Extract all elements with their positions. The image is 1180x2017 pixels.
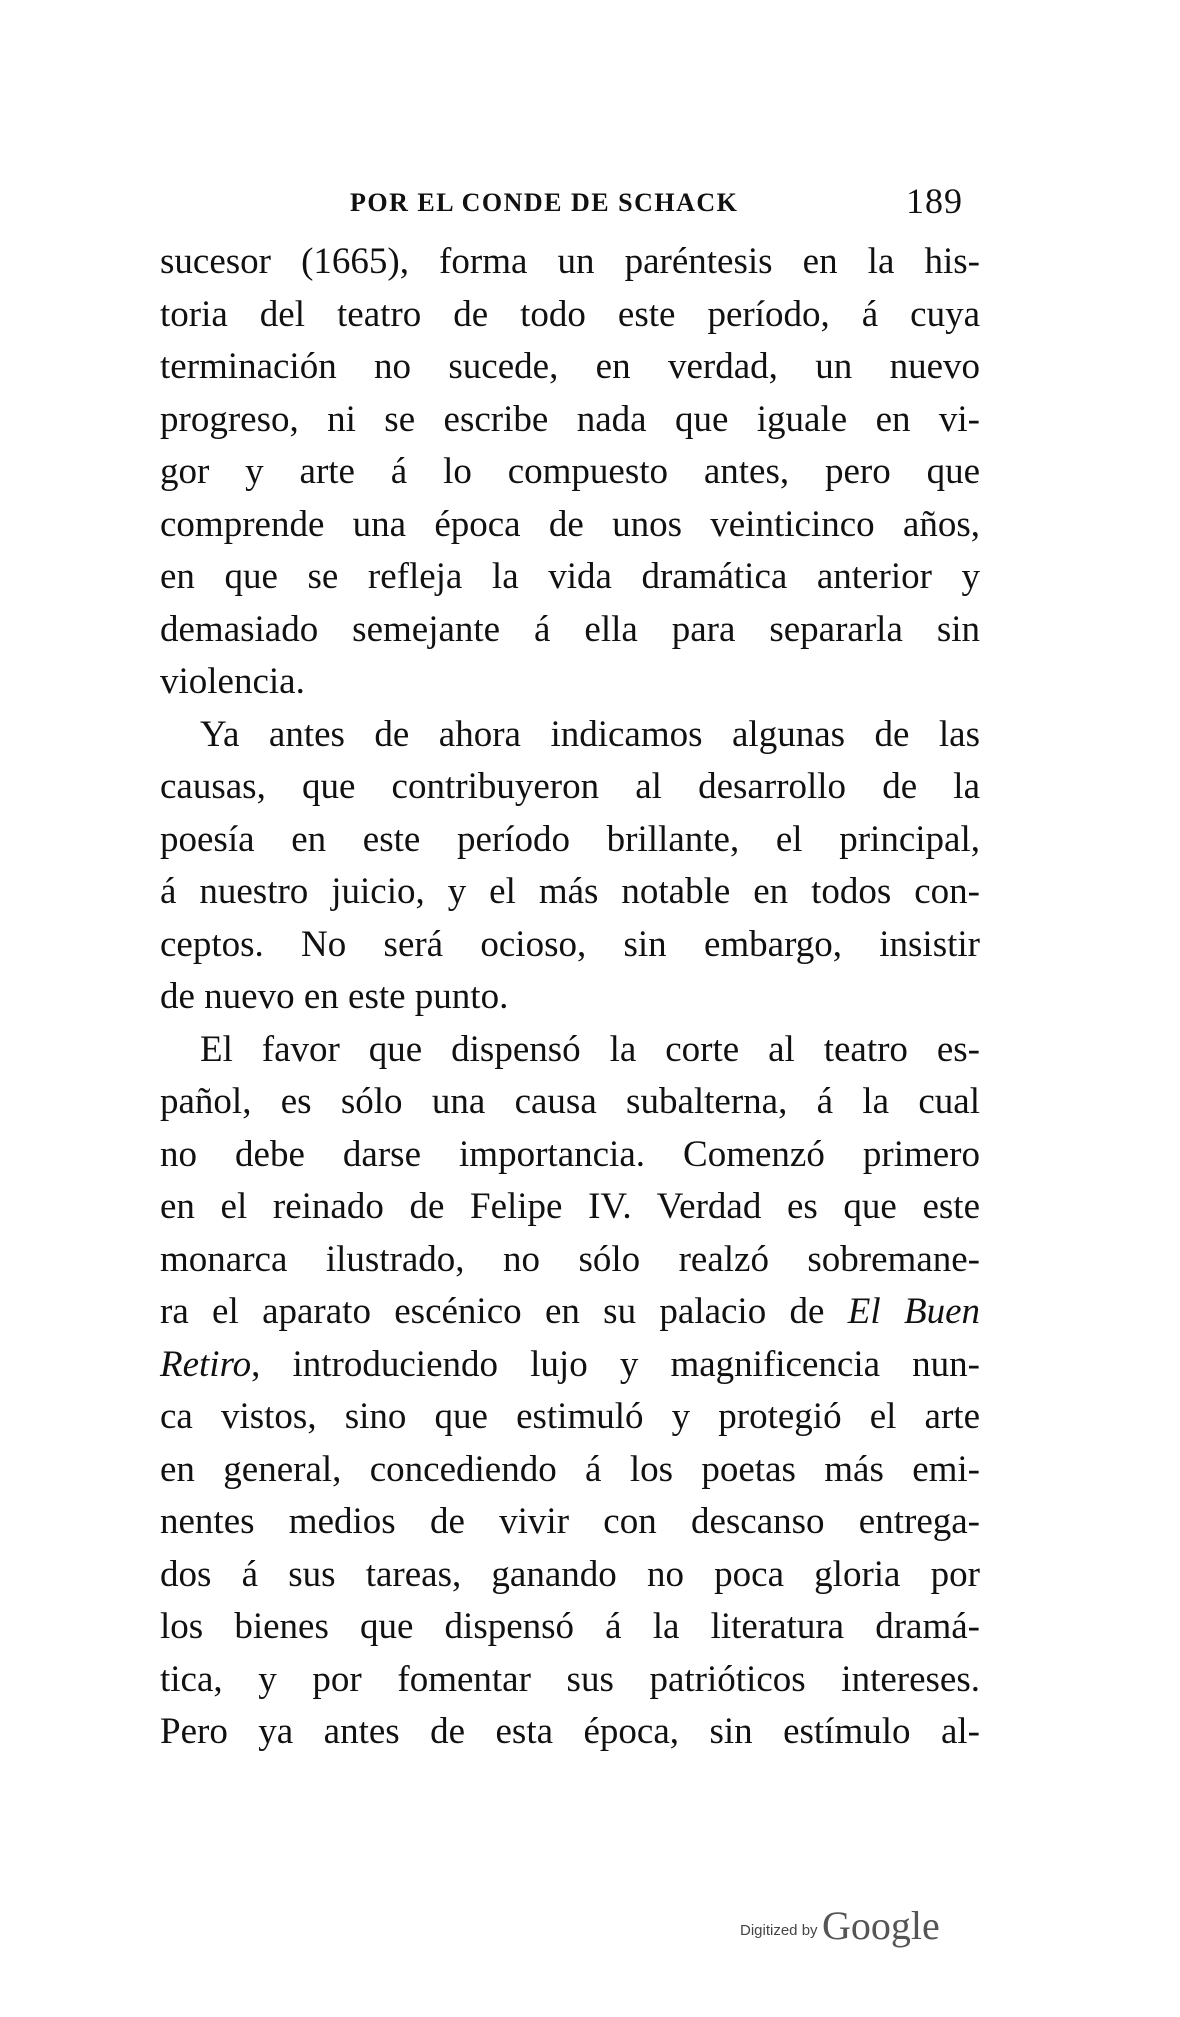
text-line: terminación no sucede, en verdad, un nuevo <box>160 346 980 387</box>
text-line: demasiado semejante á ella para separarla sin <box>160 608 980 650</box>
text-line: toria del teatro de todo este período, á cuya <box>160 293 980 335</box>
text-line: Ya antes de ahora indicamos algunas de las <box>200 713 980 755</box>
text-line: monarca ilustrado, no sólo realzó sobremane- <box>160 1238 980 1280</box>
text-line: ca vistos, sino que estimuló y protegió el arte <box>160 1396 980 1437</box>
text-line: gor y arte á lo compuesto antes, pero que <box>160 451 980 492</box>
text-line: ceptos. No será ocioso, sin embargo, insistir <box>160 923 980 965</box>
text-line: en el reinado de Felipe IV. Verdad es que este <box>160 1186 980 1227</box>
running-title: POR EL CONDE DE SCHACK <box>350 188 739 217</box>
italic-title: El Buen <box>847 1291 980 1332</box>
google-logo: Google <box>822 1903 940 1948</box>
text-line: Pero ya antes de esta época, sin estímulo al- <box>160 1711 980 1752</box>
text-line: tica, y por fomentar sus patrióticos intereses. <box>160 1658 980 1700</box>
text-line: sucesor (1665), forma un paréntesis en la his- <box>160 241 980 282</box>
text-line: en general, concediendo á los poetas más emi- <box>160 1448 980 1490</box>
text-line <box>160 1339 980 1392</box>
text-line: violencia. <box>160 661 305 702</box>
text-line: á nuestro juicio, y el más notable en todos con- <box>160 871 980 912</box>
text-line: comprende una época de unos veinticinco años, <box>160 503 980 545</box>
text-line <box>160 1286 980 1339</box>
text-line: causas, que contribuyeron al desarrollo de la <box>160 766 980 807</box>
text-line: no debe darse importancia. Comenzó primero <box>160 1133 980 1175</box>
watermark-prefix: Digitized by <box>740 1922 818 1939</box>
text-line: nentes medios de vivir con descanso entrega- <box>160 1501 980 1542</box>
italic-title: Retiro <box>160 1343 252 1385</box>
text-line: de nuevo en este punto. <box>160 976 509 1017</box>
text-line: El favor que dispensó la corte al teatro es- <box>200 1028 980 1070</box>
text-line: poesía en este período brillante, el principal, <box>160 818 980 860</box>
text-line: los bienes que dispensó á la literatura dramá- <box>160 1606 980 1647</box>
text-run: , introduciendo lujo y magnificencia nun- <box>251 1343 980 1385</box>
text-line: en que se refleja la vida dramática anterior y <box>160 556 980 597</box>
text-line: dos á sus tareas, ganando no poca gloria por <box>160 1553 980 1595</box>
text-line: pañol, es sólo una causa subalterna, á la cual <box>160 1081 980 1122</box>
digitized-watermark <box>740 1902 940 1949</box>
body-text <box>160 236 980 1759</box>
text-run: ra el aparato escénico en su palacio de <box>160 1291 825 1332</box>
page-number: 189 <box>906 181 963 221</box>
text-line: progreso, ni se escribe nada que iguale en vi- <box>160 398 980 440</box>
